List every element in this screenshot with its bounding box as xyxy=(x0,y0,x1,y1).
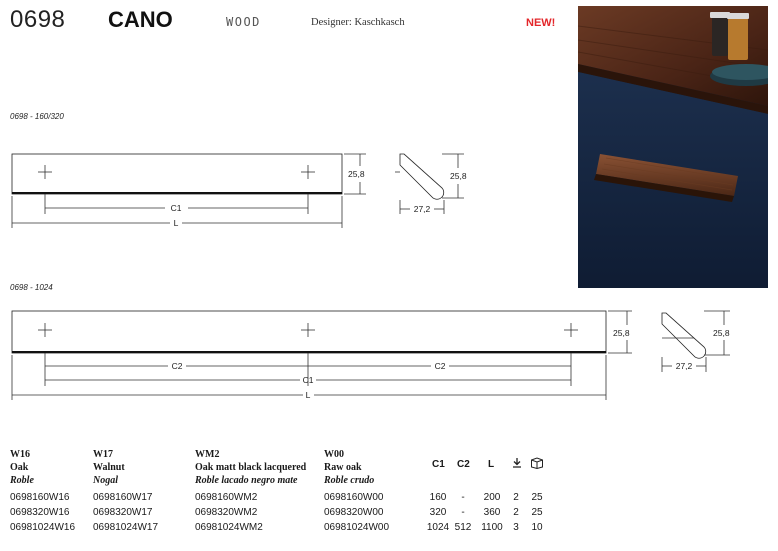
dim-c1-small: C1 xyxy=(170,203,182,213)
dim-l-small: L xyxy=(173,218,179,228)
product-name: CANO xyxy=(108,7,173,32)
box-icon xyxy=(530,456,544,474)
designer-label: Designer: Kaschkasch xyxy=(311,17,405,28)
finish-header-w16: W16 Oak Roble xyxy=(10,449,34,486)
col-header-c1: C1 xyxy=(432,459,445,470)
finish-header-w00: W00 Raw oak Roble crudo xyxy=(324,449,375,486)
download-arrow-icon xyxy=(512,456,522,474)
finish-header-w17: W17 Walnut Nogal xyxy=(93,449,125,486)
dim-c2-right: C2 xyxy=(434,361,446,371)
new-badge: NEW! xyxy=(526,17,556,29)
product-code: 0698 xyxy=(10,6,66,33)
dim-profile-height-small: 25,8 xyxy=(450,171,467,181)
section-label-small: 0698 - 160/320 xyxy=(10,112,64,121)
col-header-c2: C2 xyxy=(457,459,470,470)
dim-height-large: 25,8 xyxy=(613,328,630,338)
dim-c2-left: C2 xyxy=(171,361,183,371)
finish-header-wm2: WM2 Oak matt black lacquered Roble lacado negro mate xyxy=(195,449,307,486)
dim-profile-height-large: 25,8 xyxy=(713,328,730,338)
dim-profile-depth-large: 27,2 xyxy=(675,361,693,371)
large-handle-profile-view xyxy=(662,311,730,372)
dim-profile-depth-small: 27,2 xyxy=(413,204,431,214)
dim-height-small: 25,8 xyxy=(348,169,365,179)
small-handle-front-view xyxy=(12,154,366,228)
col-header-l: L xyxy=(488,459,495,470)
dim-c1-large: C1 xyxy=(302,375,314,385)
dim-l-large: L xyxy=(305,390,311,400)
large-handle-front-view xyxy=(12,311,632,400)
material-label: WOOD xyxy=(226,15,261,29)
section-label-large: 0698 - 1024 xyxy=(10,283,53,292)
